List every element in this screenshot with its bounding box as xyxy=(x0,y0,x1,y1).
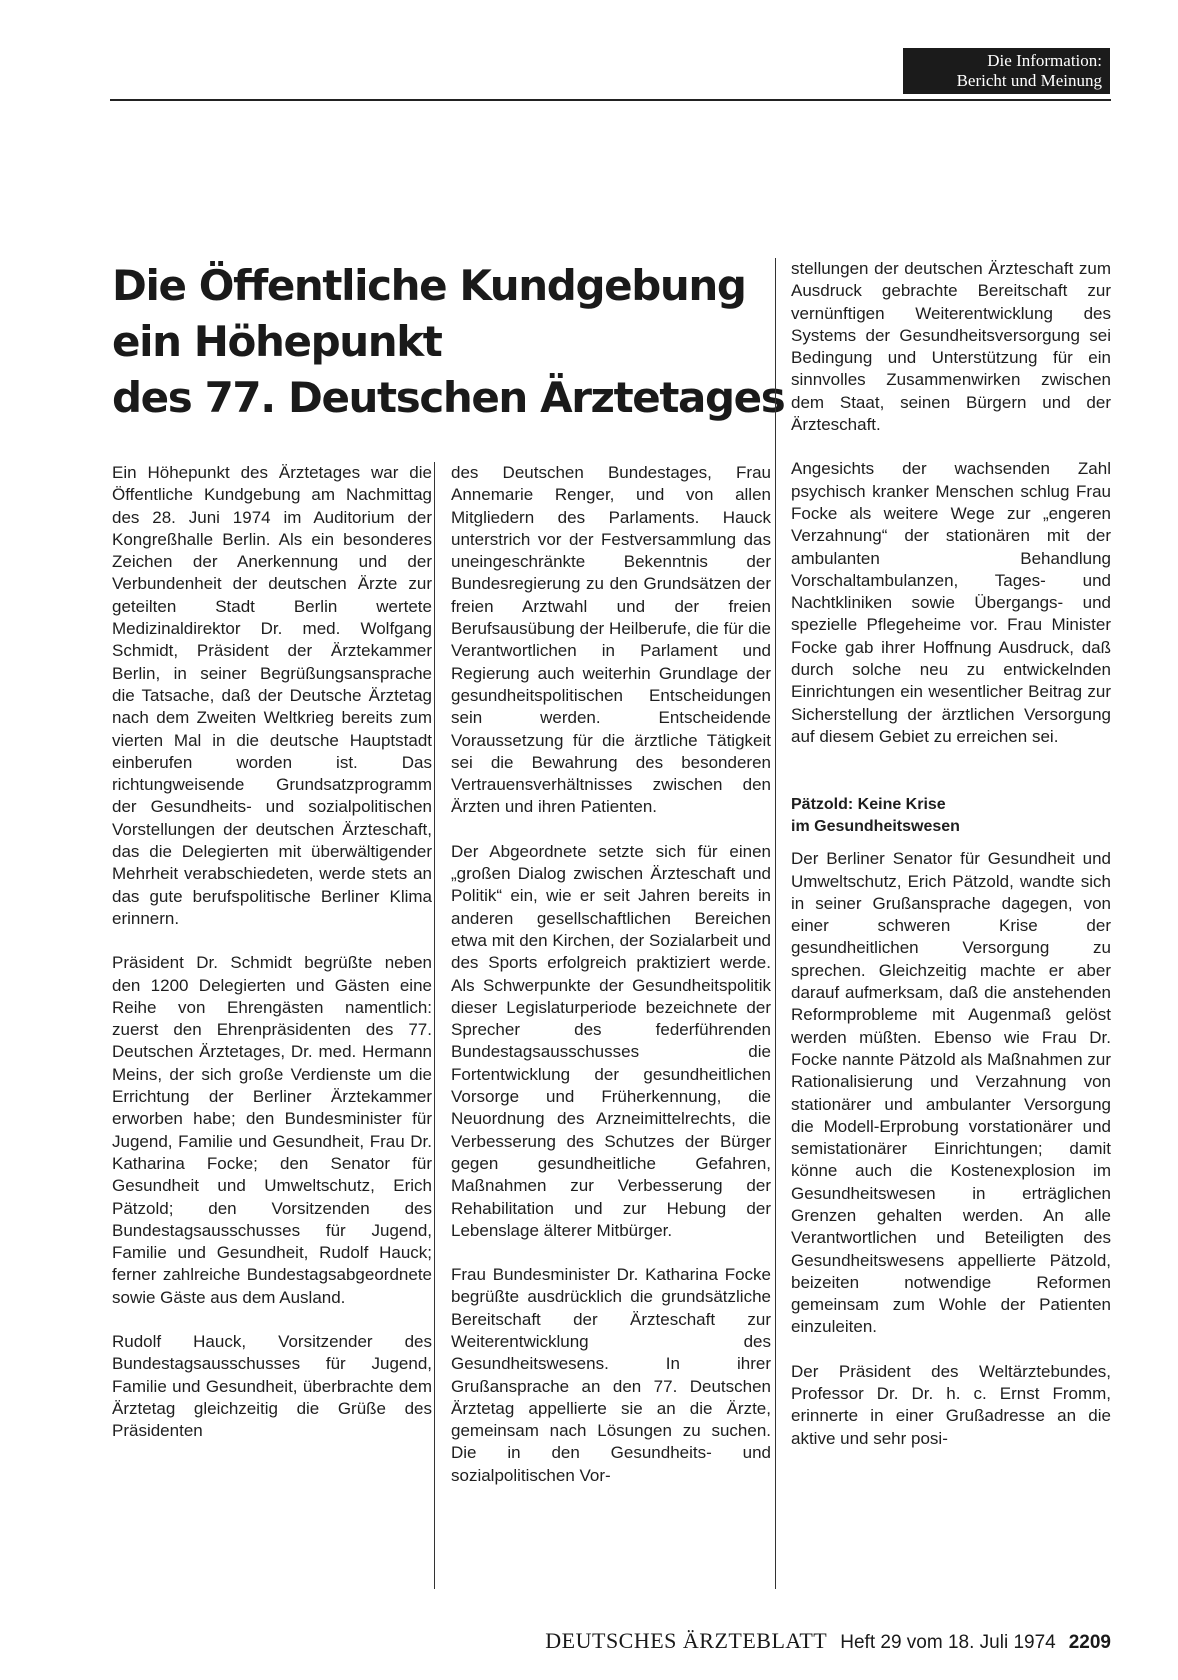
paragraph: Rudolf Hauck, Vorsitzender des Bundestagsausschusses für Jugend, Familie und Gesundheit, überbrachte dem Ärztetag gleichzeitig die Grüße des Präsidenten xyxy=(112,1331,432,1441)
article-title xyxy=(112,258,785,426)
text-column-1 xyxy=(112,462,432,1442)
paragraph: Der Präsident des Weltärztebundes, Professor Dr. Dr. h. c. Ernst Fromm, erinnerte in einer Grußadresse an die aktive und sehr posi- xyxy=(791,1361,1111,1448)
paragraph: Der Abgeordnete setzte sich für einen „großen Dialog zwischen Ärzteschaft und Politik“ ein, wie er seit Jahren bereits in anderen gesellschaftlichen Bereichen etwa mit den Kirchen, der Sozialarbeit und des Sports erfolgreich praktiziert werde. Als Schwerpunkte der Gesundheitspolitik dieser Legislaturperiode bezeichnete der Sprecher des federführenden Bundestagsausschusses die Fortentwicklung der gesundheitlichen Vorsorge und Früherkennung, die Neuordnung des Arzneimittelrechts, die Verbesserung des Schutzes der Bürger gegen gesundheitliche Gefahren, Maßnahmen zur Verbesserung der Rehabilitation und zur Hebung der Lebenslage älterer Mitbürger. xyxy=(451,841,771,1240)
section-label-line2: Bericht und Meinung xyxy=(956,71,1102,90)
subheading-line: Pätzold: Keine Krise xyxy=(791,796,946,814)
paragraph: Frau Bundesminister Dr. Katharina Focke begrüßte ausdrücklich die grundsätzliche Bereitschaft der Ärzteschaft zur Weiterentwicklung des Gesundheitswesens. In ihrer Grußansprache an den 77. Deutschen Ärztetag appellierte sie an die Ärzte, gemeinsam nach Lösungen zu suchen. Die in den Gesundheits- und sozialpolitischen Vor- xyxy=(451,1265,771,1485)
issue-info: Heft 29 vom 18. Juli 1974 xyxy=(840,1632,1056,1653)
subheading xyxy=(791,794,1111,838)
page-number: 2209 xyxy=(1068,1632,1111,1653)
paragraph: Angesichts der wachsenden Zahl psychisch kranker Menschen schlug Frau Focke als weitere Wege zur „engeren Verzahnung“ der stationären mit der ambulanten Behandlung Vorschaltambulanzen, Tages- und Nachtkliniken sowie Übergangs- und spezielle Pflegeheime vor. Frau Minister Focke gab ihrer Hoffnung Ausdruck, daß durch solche neu zu entwickelnden Einrichtungen ein wesentlicher Beitrag zur Sicherstellung der ärztlichen Versorgung auf diesem Gebiet zu erreichen sei. xyxy=(791,459,1111,746)
paragraph: des Deutschen Bundestages, Frau Annemarie Renger, und von allen Mitgliedern des Parlaments. Hauck unterstrich vor der Festversammlung das uneingeschränkte Bekenntnis der Bundesregierung zu den Grundsätzen der freien Arztwahl und der freien Berufsausübung der Heilberufe, die für die Verantwortlichen in Parlament und Regierung auch weiterhin Grundlage der gesundheitspolitischen Entscheidungen sein werden. Entscheidende Voraussetzung für die ärztliche Tätigkeit sei die Bewahrung des besonderen Vertrauensverhältnisses zwischen den Ärzten und ihren Patienten. xyxy=(451,463,771,817)
header-rule xyxy=(110,99,1111,101)
subheading-line: im Gesundheitswesen xyxy=(791,818,960,836)
section-label-line1: Die Information: xyxy=(987,51,1102,70)
section-label xyxy=(903,48,1110,94)
article-title-line: ein Höhepunkt xyxy=(112,317,442,366)
paragraph: Präsident Dr. Schmidt begrüßte neben den 1200 Delegierten und Gästen eine Reihe von Ehrengästen namentlich: zuerst den Ehrenpräsidenten des 77. Deutschen Ärztetages, Dr. med. Hermann Meins, der sich große Verdienste um die Errichtung der Berliner Ärztekammer erworben habe; den Bundesminister für Jugend, Familie und Gesundheit, Frau Dr. Katharina Focke; den Senator für Gesundheit und Umweltschutz, Erich Pätzold; den Vorsitzenden des Bundestagsausschusses für Jugend, Familie und Gesundheit, Rudolf Hauck; ferner zahlreiche Bundestagsabgeordnete sowie Gäste aus dem Ausland. xyxy=(112,953,432,1307)
column-divider xyxy=(434,462,435,1589)
text-column-2 xyxy=(451,462,771,1487)
paragraph: Ein Höhepunkt des Ärztetages war die Öffentliche Kundgebung am Nachmittag des 28. Juni 1974 im Auditorium der Kongreßhalle Berlin. Als ein besonderes Zeichen der Anerkennung und der Verbundenheit der deutschen Ärzte zur geteilten Stadt Berlin wertete Medizinaldirektor Dr. med. Wolfgang Schmidt, Präsident der Ärztekammer Berlin, in seiner Begrüßungsansprache die Tatsache, daß der Deutsche Ärztetag nach dem Zweiten Weltkrieg bereits zum vierten Mal in die deutsche Hauptstadt einberufen worden ist. Das richtungweisende Grundsatzprogramm der Gesundheits- und sozialpolitischen Vorstellungen der deutschen Ärzteschaft, das die Delegierten mit überwältigender Mehrheit verabschiedeten, werde stets an das gute berufspolitische Berliner Klima erinnern. xyxy=(112,463,432,928)
article-title-line: des 77. Deutschen Ärztetages xyxy=(112,373,785,422)
text-column-3 xyxy=(791,258,1111,1450)
article-title-line: Die Öffentliche Kundgebung xyxy=(112,261,746,310)
journal-name: DEUTSCHES ÄRZTEBLATT xyxy=(545,1628,828,1653)
paragraph: stellungen der deutschen Ärzteschaft zum Ausdruck gebrachte Bereitschaft zur vernünftigen Weiterentwicklung des Systems der Gesundheitsversorgung sei Bedingung und Unterstützung für ein sinnvolles Zusammenwirken zwischen dem Staat, seinen Bürgern und der Ärzteschaft. xyxy=(791,259,1111,435)
page-footer xyxy=(545,1626,1111,1656)
column-divider xyxy=(775,258,776,1589)
paragraph: Der Berliner Senator für Gesundheit und Umweltschutz, Erich Pätzold, wandte sich in seiner Grußansprache dagegen, von einer schweren Krise der gesundheitlichen Versorgung zu sprechen. Gleichzeitig machte er aber darauf aufmerksam, daß die anstehenden Reformprobleme mit Augenmaß gelöst werden müßten. Ebenso wie Frau Dr. Focke nannte Pätzold als Maßnahmen zur Rationalisierung und Verzahnung von stationärer und ambulanter Versorgung die Modell-Erprobung vorstationärer und semistationärer Einrichtungen; damit könne auch die Kostenexplosion im Gesundheitswesen in erträglichen Grenzen gehalten werden. An alle Verantwortlichen und Beteiligten des Gesundheitswesens appellierte Pätzold, beizeiten notwendige Reformen gemeinsam zum Wohle der Patienten einzuleiten. xyxy=(791,849,1111,1337)
